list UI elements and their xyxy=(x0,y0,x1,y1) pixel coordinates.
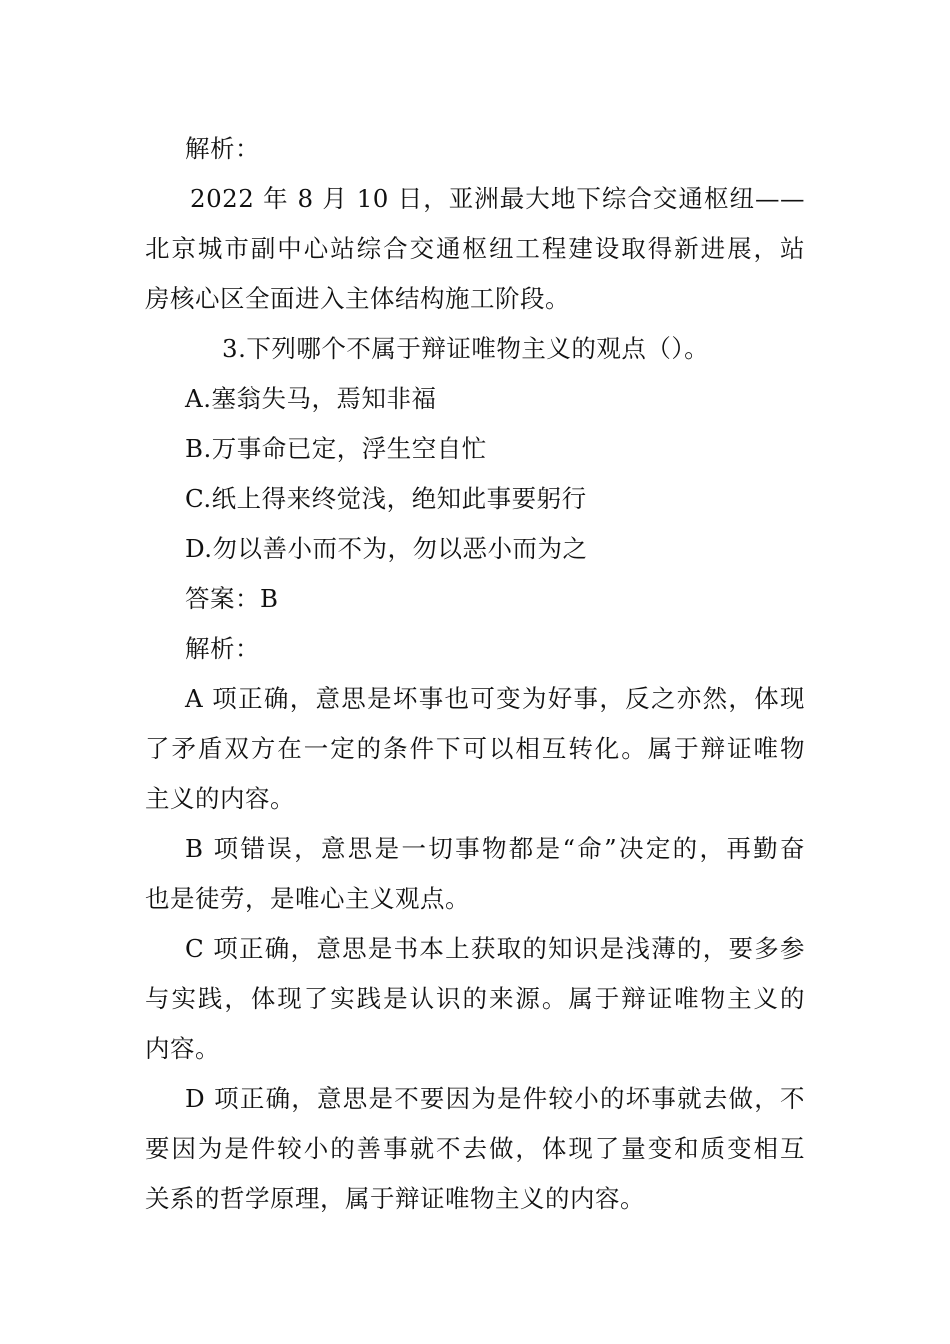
analysis-label: 解析： xyxy=(185,134,260,163)
explanation-b-line-2: 也是徒劳，是唯心主义观点。 xyxy=(145,884,470,913)
question-stem: 3.下列哪个不属于辩证唯物主义的观点（）。 xyxy=(222,334,710,363)
explanation-c-line-3: 内容。 xyxy=(145,1034,220,1063)
intro-line-1: 2022 年 8 月 10 日，亚洲最大地下综合交通枢纽—— xyxy=(190,184,805,213)
explanation-c-line-2: 与实践，体现了实践是认识的来源。属于辩证唯物主义的 xyxy=(145,984,805,1013)
explanation-b-line-1: B 项错误，意思是一切事物都是“命”决定的，再勤奋 xyxy=(185,834,805,863)
intro-line-2: 北京城市副中心站综合交通枢纽工程建设取得新进展，站 xyxy=(145,234,805,263)
explanation-d-line-3: 关系的哲学原理，属于辩证唯物主义的内容。 xyxy=(145,1184,645,1213)
answer: 答案：B xyxy=(185,584,279,613)
option-d: D.勿以善小而不为，勿以恶小而为之 xyxy=(185,534,588,563)
option-b: B.万事命已定，浮生空自忙 xyxy=(185,434,487,463)
explanation-a-line-1: A 项正确，意思是坏事也可变为好事，反之亦然，体现 xyxy=(185,684,805,713)
option-c: C.纸上得来终觉浅，绝知此事要躬行 xyxy=(185,484,587,513)
explanation-c-line-1: C 项正确，意思是书本上获取的知识是浅薄的，要多参 xyxy=(185,934,805,963)
option-a: A.塞翁失马，焉知非福 xyxy=(185,384,437,413)
explanation-d-line-1: D 项正确，意思是不要因为是件较小的坏事就去做，不 xyxy=(185,1084,805,1113)
explanation-a-line-3: 主义的内容。 xyxy=(145,784,295,813)
explanation-a-line-2: 了矛盾双方在一定的条件下可以相互转化。属于辩证唯物 xyxy=(145,734,805,763)
explanation-d-line-2: 要因为是件较小的善事就不去做，体现了量变和质变相互 xyxy=(145,1134,805,1163)
analysis-label: 解析： xyxy=(185,634,260,663)
intro-line-3: 房核心区全面进入主体结构施工阶段。 xyxy=(145,284,570,313)
